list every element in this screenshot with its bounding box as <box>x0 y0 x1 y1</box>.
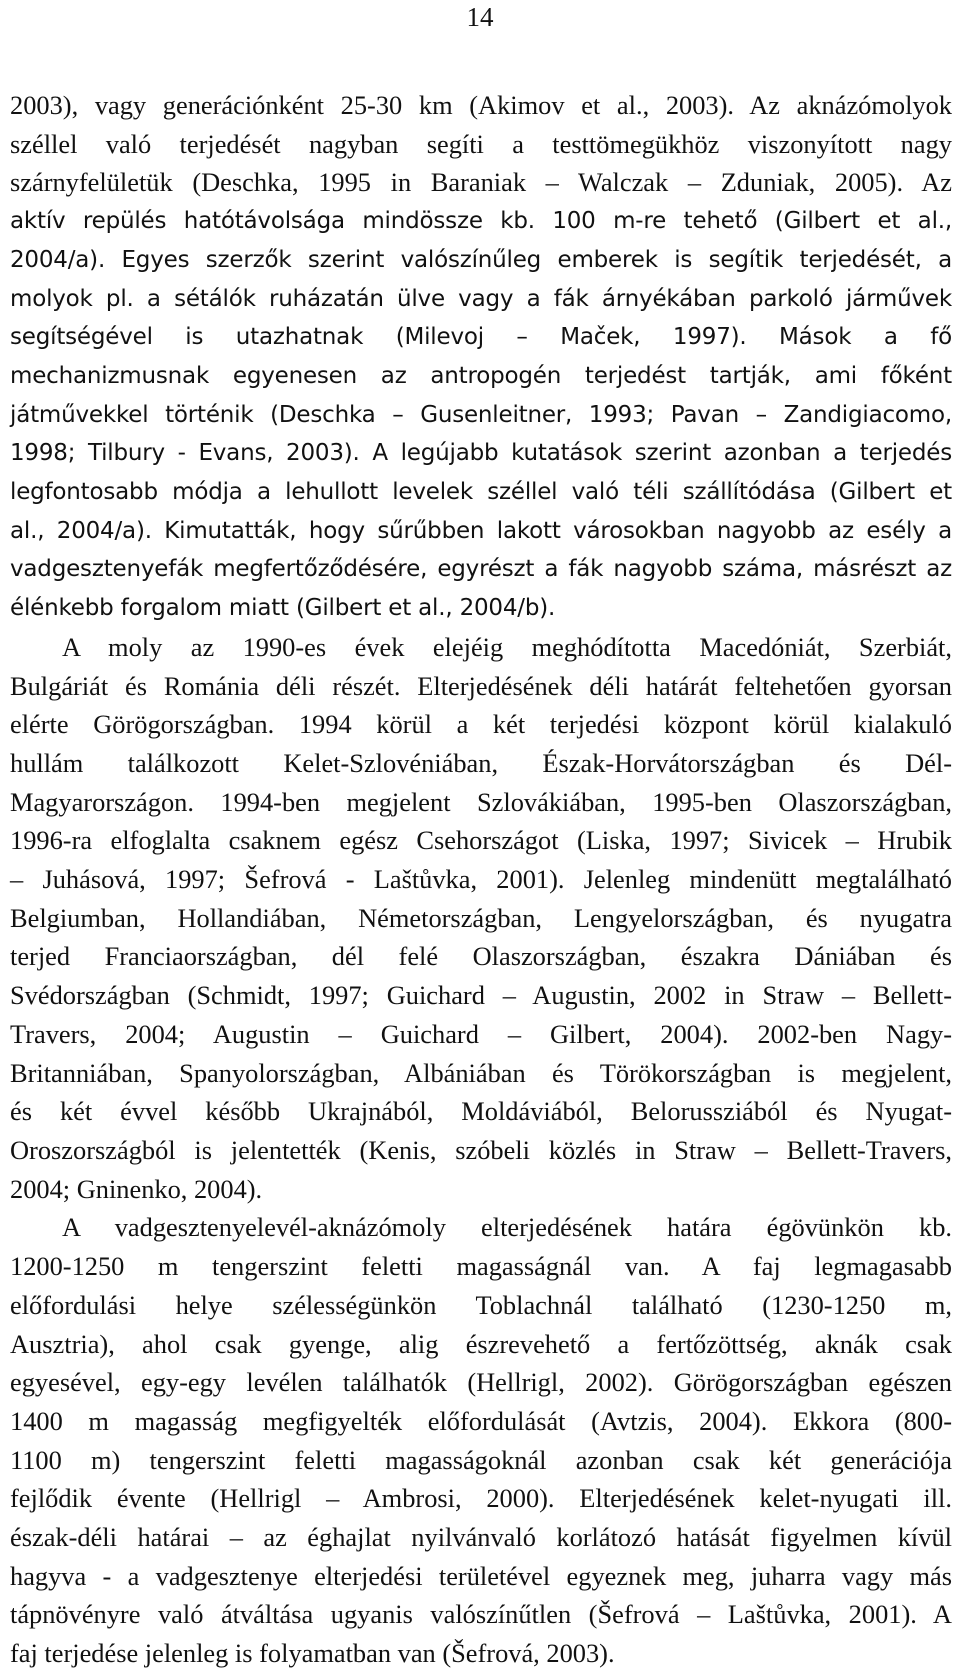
text-line: segítségével is utazhatnak (Milevoj – Maček, 1997). Mások a fő <box>10 324 952 351</box>
text-line: egyesével, egy-egy levélen találhatók (Hellrigl, 2002). Görögországban egészen <box>10 1367 952 1398</box>
text-line: Oroszországból is jelentették (Kenis, szóbeli közlés in Straw – Bellett-Travers, <box>10 1134 952 1165</box>
text-line: tápnövényre való átváltása ugyanis valószínűtlen (Šefrová – Laštůvka, 2001). A <box>10 1599 952 1630</box>
text-line: 1400 m magasság megfigyelték előfordulását (Avtzis, 2004). Ekkora (800- <box>10 1405 952 1436</box>
text-line: Magyarországon. 1994-ben megjelent Szlovákiában, 1995-ben Olaszországban, <box>10 786 952 817</box>
text-line: Belgiumban, Hollandiában, Németországban, Lengyelországban, és nyugatra <box>10 902 952 933</box>
text-line: 1100 m) tengerszint feletti magasságoknál azonban csak két generációja <box>10 1444 952 1475</box>
text-line: al., 2004/a). Kimutatták, hogy sűrűbben lakott városokban nagyobb az esély a <box>10 517 952 544</box>
text-line: 1998; Tilbury - Evans, 2003). A legújabb kutatások szerint azonban a terjedés <box>10 440 952 467</box>
text-line: 2003), vagy generációnként 25-30 km (Akimov et al., 2003). Az aknázómolyok <box>10 90 952 120</box>
text-line: élénkebb forgalom miatt (Gilbert et al., 2004/b). <box>10 595 556 622</box>
text-line: terjed Franciaországban, dél felé Olaszországban, északra Dániában és <box>10 941 952 972</box>
text-line: 1996-ra elfoglalta csaknem egész Csehországot (Liska, 1997; Sivicek – Hrubik <box>10 825 952 856</box>
text-line: 2004; Gninenko, 2004). <box>10 1173 263 1204</box>
text-line: elérte Görögországban. 1994 körül a két terjedési központ körül kialakuló <box>10 709 952 740</box>
text-line: vadgesztenyefák megfertőződésére, egyrészt a fák nagyobb száma, másrészt az <box>10 556 952 583</box>
text-line: A vadgesztenyelevél-aknázómoly elterjedésének határa égövünkön kb. <box>62 1212 952 1243</box>
text-line: Ausztria), ahol csak gyenge, alig észrevehető a fertőzöttség, aknák csak <box>10 1328 952 1359</box>
text-line: – Juhásová, 1997; Šefrová - Laštůvka, 2001). Jelenleg mindenütt megtalálható <box>10 864 952 895</box>
text-line: A moly az 1990-es évek elejéig meghódította Macedóniát, Szerbiát, <box>62 631 952 662</box>
text-line: 2004/a). Egyes szerzők szerint valószínűleg emberek is segítik terjedését, a <box>10 246 952 273</box>
text-line: mechanizmusnak egyenesen az antropogén terjedést tartják, ami főként <box>10 362 952 389</box>
page-number: 14 <box>466 2 494 32</box>
text-line: legfontosabb módja a lehullott levelek széllel való téli szállítódása (Gilbert et <box>10 479 952 506</box>
text-line: előfordulási helye szélességünkön Toblachnál található (1230-1250 m, <box>10 1289 952 1320</box>
text-line: és két évvel később Ukrajnából, Moldáviából, Belorussziából és Nyugat- <box>10 1096 952 1127</box>
text-line: fejlődik évente (Hellrigl – Ambrosi, 2000). Elterjedésének kelet-nyugati ill. <box>10 1483 952 1514</box>
text-line: molyok pl. a sétálók ruházatán ülve vagy a fák árnyékában parkoló járművek <box>10 285 952 312</box>
text-line: 1200-1250 m tengerszint feletti magasságnál van. A faj legmagasabb <box>10 1251 952 1282</box>
text-line: Bulgáriát és Románia déli részét. Elterjedésének déli határát feltehetően gyorsan <box>10 670 952 701</box>
text-line: hagyva - a vadgesztenye elterjedési területével egyeznek meg, juharra vagy más <box>10 1560 952 1591</box>
text-line: Travers, 2004; Augustin – Guichard – Gilbert, 2004). 2002-ben Nagy- <box>10 1018 952 1049</box>
text-line: játművekkel történik (Deschka – Gusenleitner, 1993; Pavan – Zandigiacomo, <box>10 401 952 428</box>
text-line: faj terjedése jelenleg is folyamatban van (Šefrová, 2003). <box>10 1638 615 1669</box>
body-text <box>10 86 952 1673</box>
text-line: észak-déli határai – az éghajlat nyilvánvaló korlátozó hatását figyelmen kívül <box>10 1522 952 1553</box>
text-line: hullám találkozott Kelet-Szlovéniában, Észak-Horvátországban és Dél- <box>10 747 952 778</box>
text-line: szárnyfelületük (Deschka, 1995 in Baraniak – Walczak – Zduniak, 2005). Az <box>10 167 952 198</box>
text-line: széllel való terjedését nagyban segíti a testtömegükhöz viszonyított nagy <box>10 128 952 159</box>
text-line: Britanniában, Spanyolországban, Albániában és Törökországban is megjelent, <box>10 1057 952 1088</box>
text-line: aktív repülés hatótávolsága mindössze kb. 100 m-re tehető (Gilbert et al., <box>10 208 952 235</box>
text-line: Svédországban (Schmidt, 1997; Guichard – Augustin, 2002 in Straw – Bellett- <box>10 980 952 1011</box>
